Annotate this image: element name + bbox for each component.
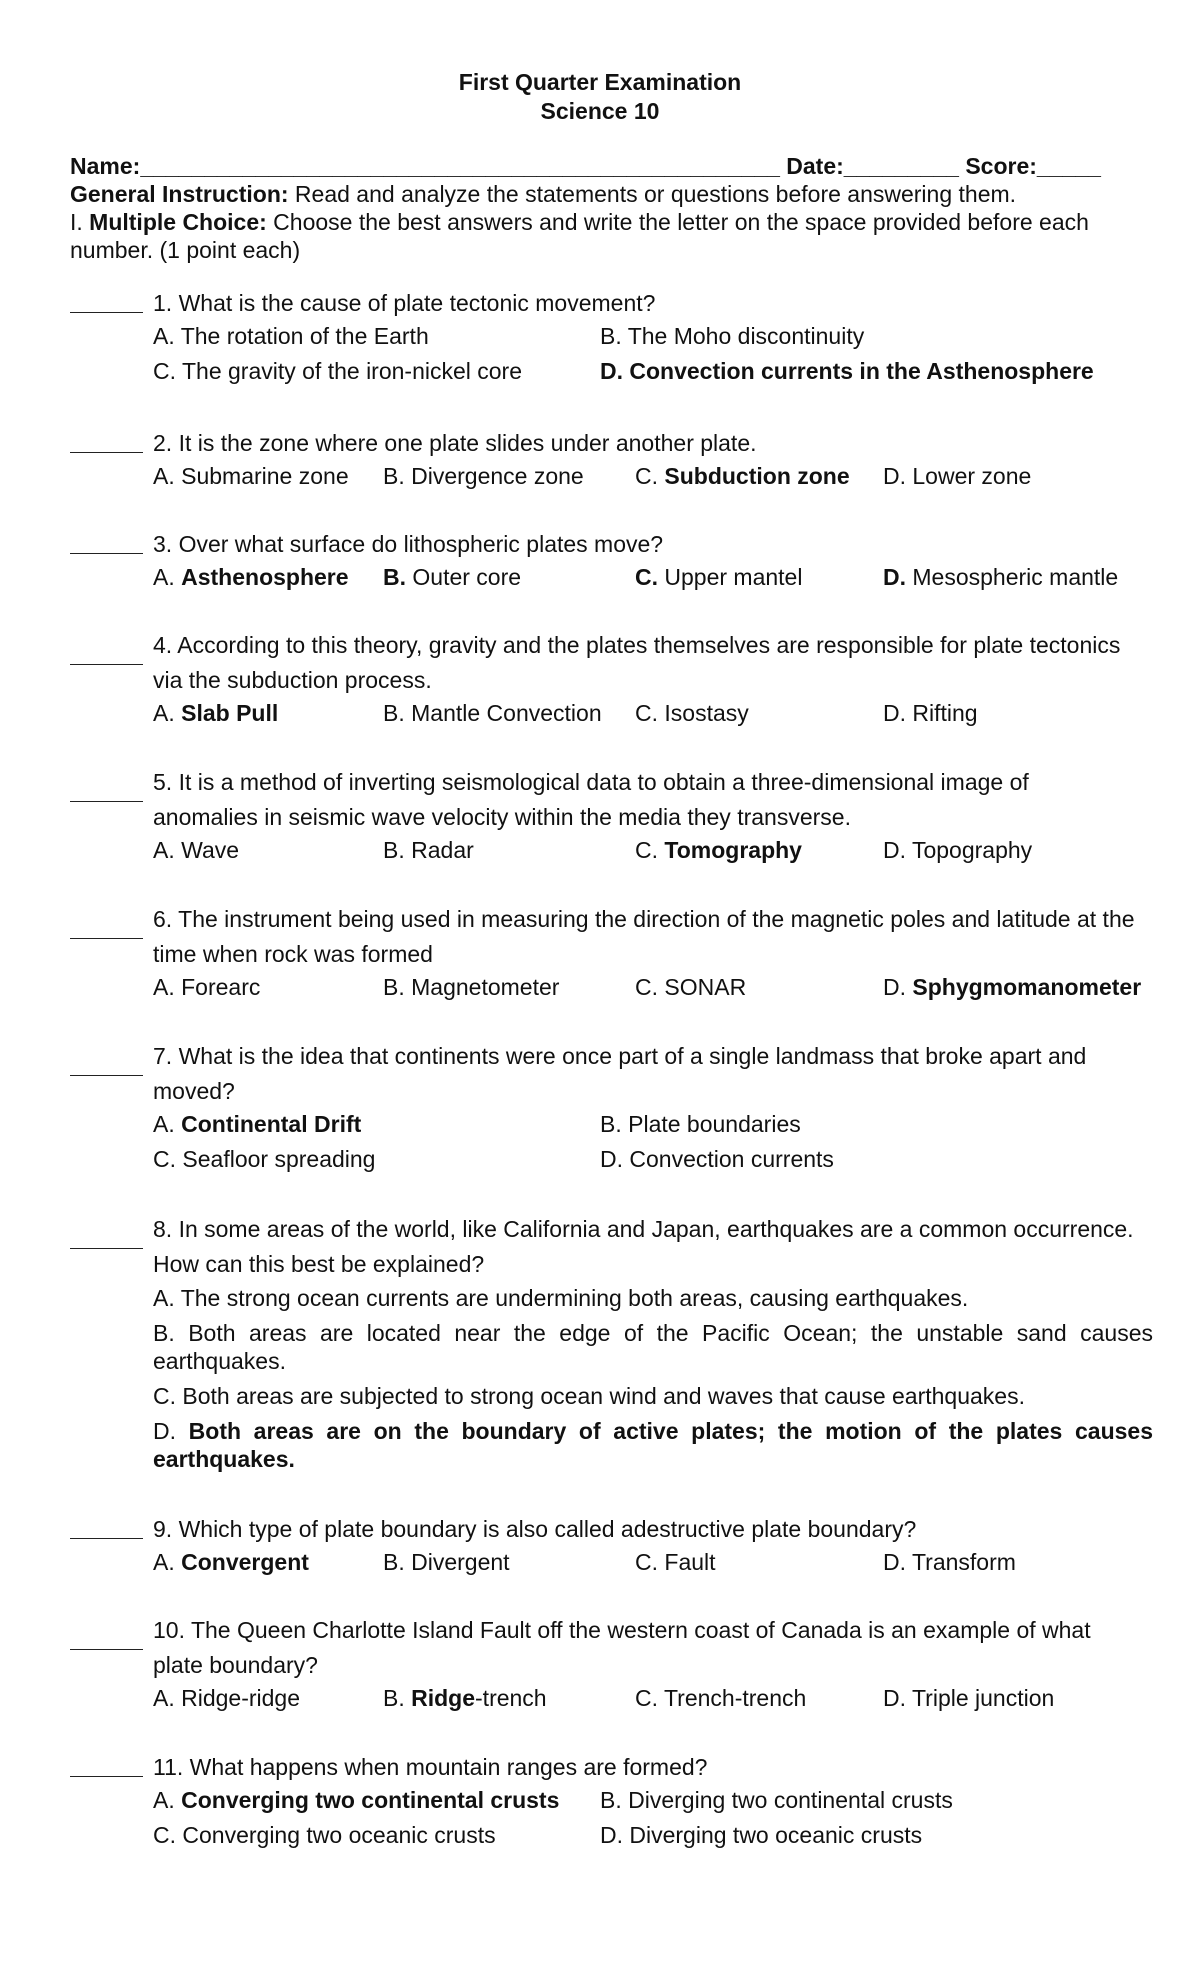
answer-blank[interactable] xyxy=(70,452,143,453)
option-d: D. Convection currents xyxy=(600,1146,834,1172)
option-c-text: Tomography xyxy=(664,837,802,863)
option-b: B. Both areas are located near the edge of the Pacific Ocean; the unstable sand causes earthquakes. xyxy=(153,1320,1153,1374)
option-b: B. The Moho discontinuity xyxy=(600,323,865,349)
option-b: B. Plate boundaries xyxy=(600,1111,801,1137)
option-c: C. Converging two oceanic crusts xyxy=(153,1822,496,1848)
option-d-text: Both areas are on the boundary of active plates; the motion of the plates causes earthquakes. xyxy=(153,1418,1153,1472)
option-b xyxy=(383,1683,547,1713)
option-a-letter: A. xyxy=(153,1549,182,1575)
option-a-text: Convergent xyxy=(181,1549,309,1575)
answer-blank[interactable] xyxy=(70,1248,143,1249)
option-a: A. Forearc xyxy=(153,974,261,1000)
student-info-line xyxy=(70,152,1130,180)
section-prefix: I. xyxy=(70,209,90,235)
answer-blank[interactable] xyxy=(70,938,143,939)
question-text: 11. What happens when mountain ranges are formed? xyxy=(153,1754,708,1780)
question-text: 6. The instrument being used in measuring the direction of the magnetic poles and latitude at the time when rock was formed xyxy=(153,906,1135,967)
section-instruction xyxy=(70,208,1130,264)
answer-blank[interactable] xyxy=(70,312,143,313)
option-a: A. The strong ocean currents are undermining both areas, causing earthquakes. xyxy=(153,1285,969,1311)
title-line-2: Science 10 xyxy=(540,98,660,124)
option-d: D. Rifting xyxy=(883,700,978,726)
option-a-letter: A. xyxy=(153,700,182,726)
option-c: C. Trench-trench xyxy=(635,1685,807,1711)
name-label: Name: xyxy=(70,153,141,179)
option-a: A. Wave xyxy=(153,837,240,863)
general-instruction-label: General Instruction: xyxy=(70,181,289,207)
option-d-letter: D. xyxy=(153,1418,189,1444)
option-b-text-bold: Ridge xyxy=(411,1685,476,1711)
option-a: A. Ridge-ridge xyxy=(153,1685,301,1711)
option-b: B. Divergent xyxy=(383,1549,510,1575)
option-c: C. Fault xyxy=(635,1549,716,1575)
question-text: 3. Over what surface do lithospheric plates move? xyxy=(153,531,664,557)
section-text: Choose the best answers and write the letter on the space provided before each number. (1 point each) xyxy=(70,209,1089,263)
option-d xyxy=(883,562,1118,592)
exam-title xyxy=(0,68,1200,126)
option-c xyxy=(635,562,802,592)
option-a xyxy=(153,562,349,592)
question-text: 2. It is the zone where one plate slides under another plate. xyxy=(153,430,757,456)
option-c: C. Isostasy xyxy=(635,700,749,726)
answer-blank[interactable] xyxy=(70,1538,143,1539)
answer-blank[interactable] xyxy=(70,1776,143,1777)
option-c-letter: C. xyxy=(635,463,665,489)
option-b: B. Radar xyxy=(383,837,474,863)
option-a: A. Submarine zone xyxy=(153,463,349,489)
question-text: 8. In some areas of the world, like California and Japan, earthquakes are a common occurrence. How can this best be explained? xyxy=(153,1216,1134,1277)
option-a-text: Slab Pull xyxy=(181,700,279,726)
option-d: D. Convection currents in the Asthenosphere xyxy=(600,358,1094,384)
option-b-text: Outer core xyxy=(406,564,522,590)
option-d: D. Topography xyxy=(883,837,1033,863)
option-a xyxy=(153,1109,361,1139)
option-d: D. Transform xyxy=(883,1549,1016,1575)
option-d-letter: D. xyxy=(883,974,913,1000)
answer-blank[interactable] xyxy=(70,1649,143,1650)
score-label: Score: xyxy=(965,153,1037,179)
option-b-text-rest: -trench xyxy=(475,1685,547,1711)
score-blank[interactable]: _____ xyxy=(1036,153,1101,179)
option-c: C. The gravity of the iron-nickel core xyxy=(153,358,523,384)
question-text: 10. The Queen Charlotte Island Fault off the western coast of Canada is an example of what plate boundary? xyxy=(153,1617,1091,1678)
title-line-1: First Quarter Examination xyxy=(458,69,742,95)
question-text: 9. Which type of plate boundary is also called adestructive plate boundary? xyxy=(153,1516,917,1542)
option-b: B. Diverging two continental crusts xyxy=(600,1787,953,1813)
answer-blank[interactable] xyxy=(70,664,143,665)
date-blank[interactable]: _________ xyxy=(843,153,959,179)
option-a-letter: A. xyxy=(153,564,182,590)
date-label: Date: xyxy=(786,153,844,179)
question-text: 1. What is the cause of plate tectonic movement? xyxy=(153,290,656,316)
option-b-letter: B. xyxy=(383,564,406,590)
option-d-letter: D. xyxy=(883,564,906,590)
question-text: 5. It is a method of inverting seismological data to obtain a three-dimensional image of anomalies in seismic wave velocity within the media they transverse. xyxy=(153,769,1029,830)
option-b: B. Magnetometer xyxy=(383,974,560,1000)
option-c xyxy=(635,461,850,491)
option-d xyxy=(153,1417,1153,1473)
option-b: B. Mantle Convection xyxy=(383,700,602,726)
option-d: D. Lower zone xyxy=(883,463,1032,489)
option-c-text: Subduction zone xyxy=(664,463,850,489)
question-text: 4. According to this theory, gravity and the plates themselves are responsible for plate tectonics via the subduction process. xyxy=(153,632,1121,693)
answer-blank[interactable] xyxy=(70,801,143,802)
option-a xyxy=(153,1547,309,1577)
option-c: C. SONAR xyxy=(635,974,747,1000)
question-text: 7. What is the idea that continents were once part of a single landmass that broke apart and moved? xyxy=(153,1043,1087,1104)
general-instruction-text: Read and analyze the statements or questions before answering them. xyxy=(288,181,1017,207)
option-a xyxy=(153,1785,559,1815)
option-d: D. Diverging two oceanic crusts xyxy=(600,1822,923,1848)
answer-blank[interactable] xyxy=(70,553,143,554)
option-d-text: Mesospheric mantle xyxy=(906,564,1119,590)
option-a-letter: A. xyxy=(153,1111,182,1137)
general-instruction xyxy=(70,180,1130,208)
option-c xyxy=(635,835,802,865)
option-a-letter: A. xyxy=(153,1787,182,1813)
name-blank[interactable]: __________________________________________________ xyxy=(140,153,780,179)
option-a-text: Converging two continental crusts xyxy=(181,1787,560,1813)
option-b xyxy=(383,562,521,592)
section-label: Multiple Choice: xyxy=(89,209,267,235)
option-c-letter: C. xyxy=(635,564,658,590)
option-c: C. Seafloor spreading xyxy=(153,1146,376,1172)
option-d: D. Triple junction xyxy=(883,1685,1055,1711)
option-b: B. Divergence zone xyxy=(383,463,584,489)
option-c-text: Upper mantel xyxy=(658,564,803,590)
option-a-text: Continental Drift xyxy=(181,1111,362,1137)
option-a: A. The rotation of the Earth xyxy=(153,323,429,349)
option-d-text: Sphygmomanometer xyxy=(912,974,1142,1000)
option-a xyxy=(153,698,278,728)
answer-blank[interactable] xyxy=(70,1075,143,1076)
option-c: C. Both areas are subjected to strong ocean wind and waves that cause earthquakes. xyxy=(153,1383,1025,1409)
option-b-letter: B. xyxy=(383,1685,412,1711)
option-d xyxy=(883,972,1141,1002)
option-a-text: Asthenosphere xyxy=(181,564,349,590)
option-c-letter: C. xyxy=(635,837,665,863)
